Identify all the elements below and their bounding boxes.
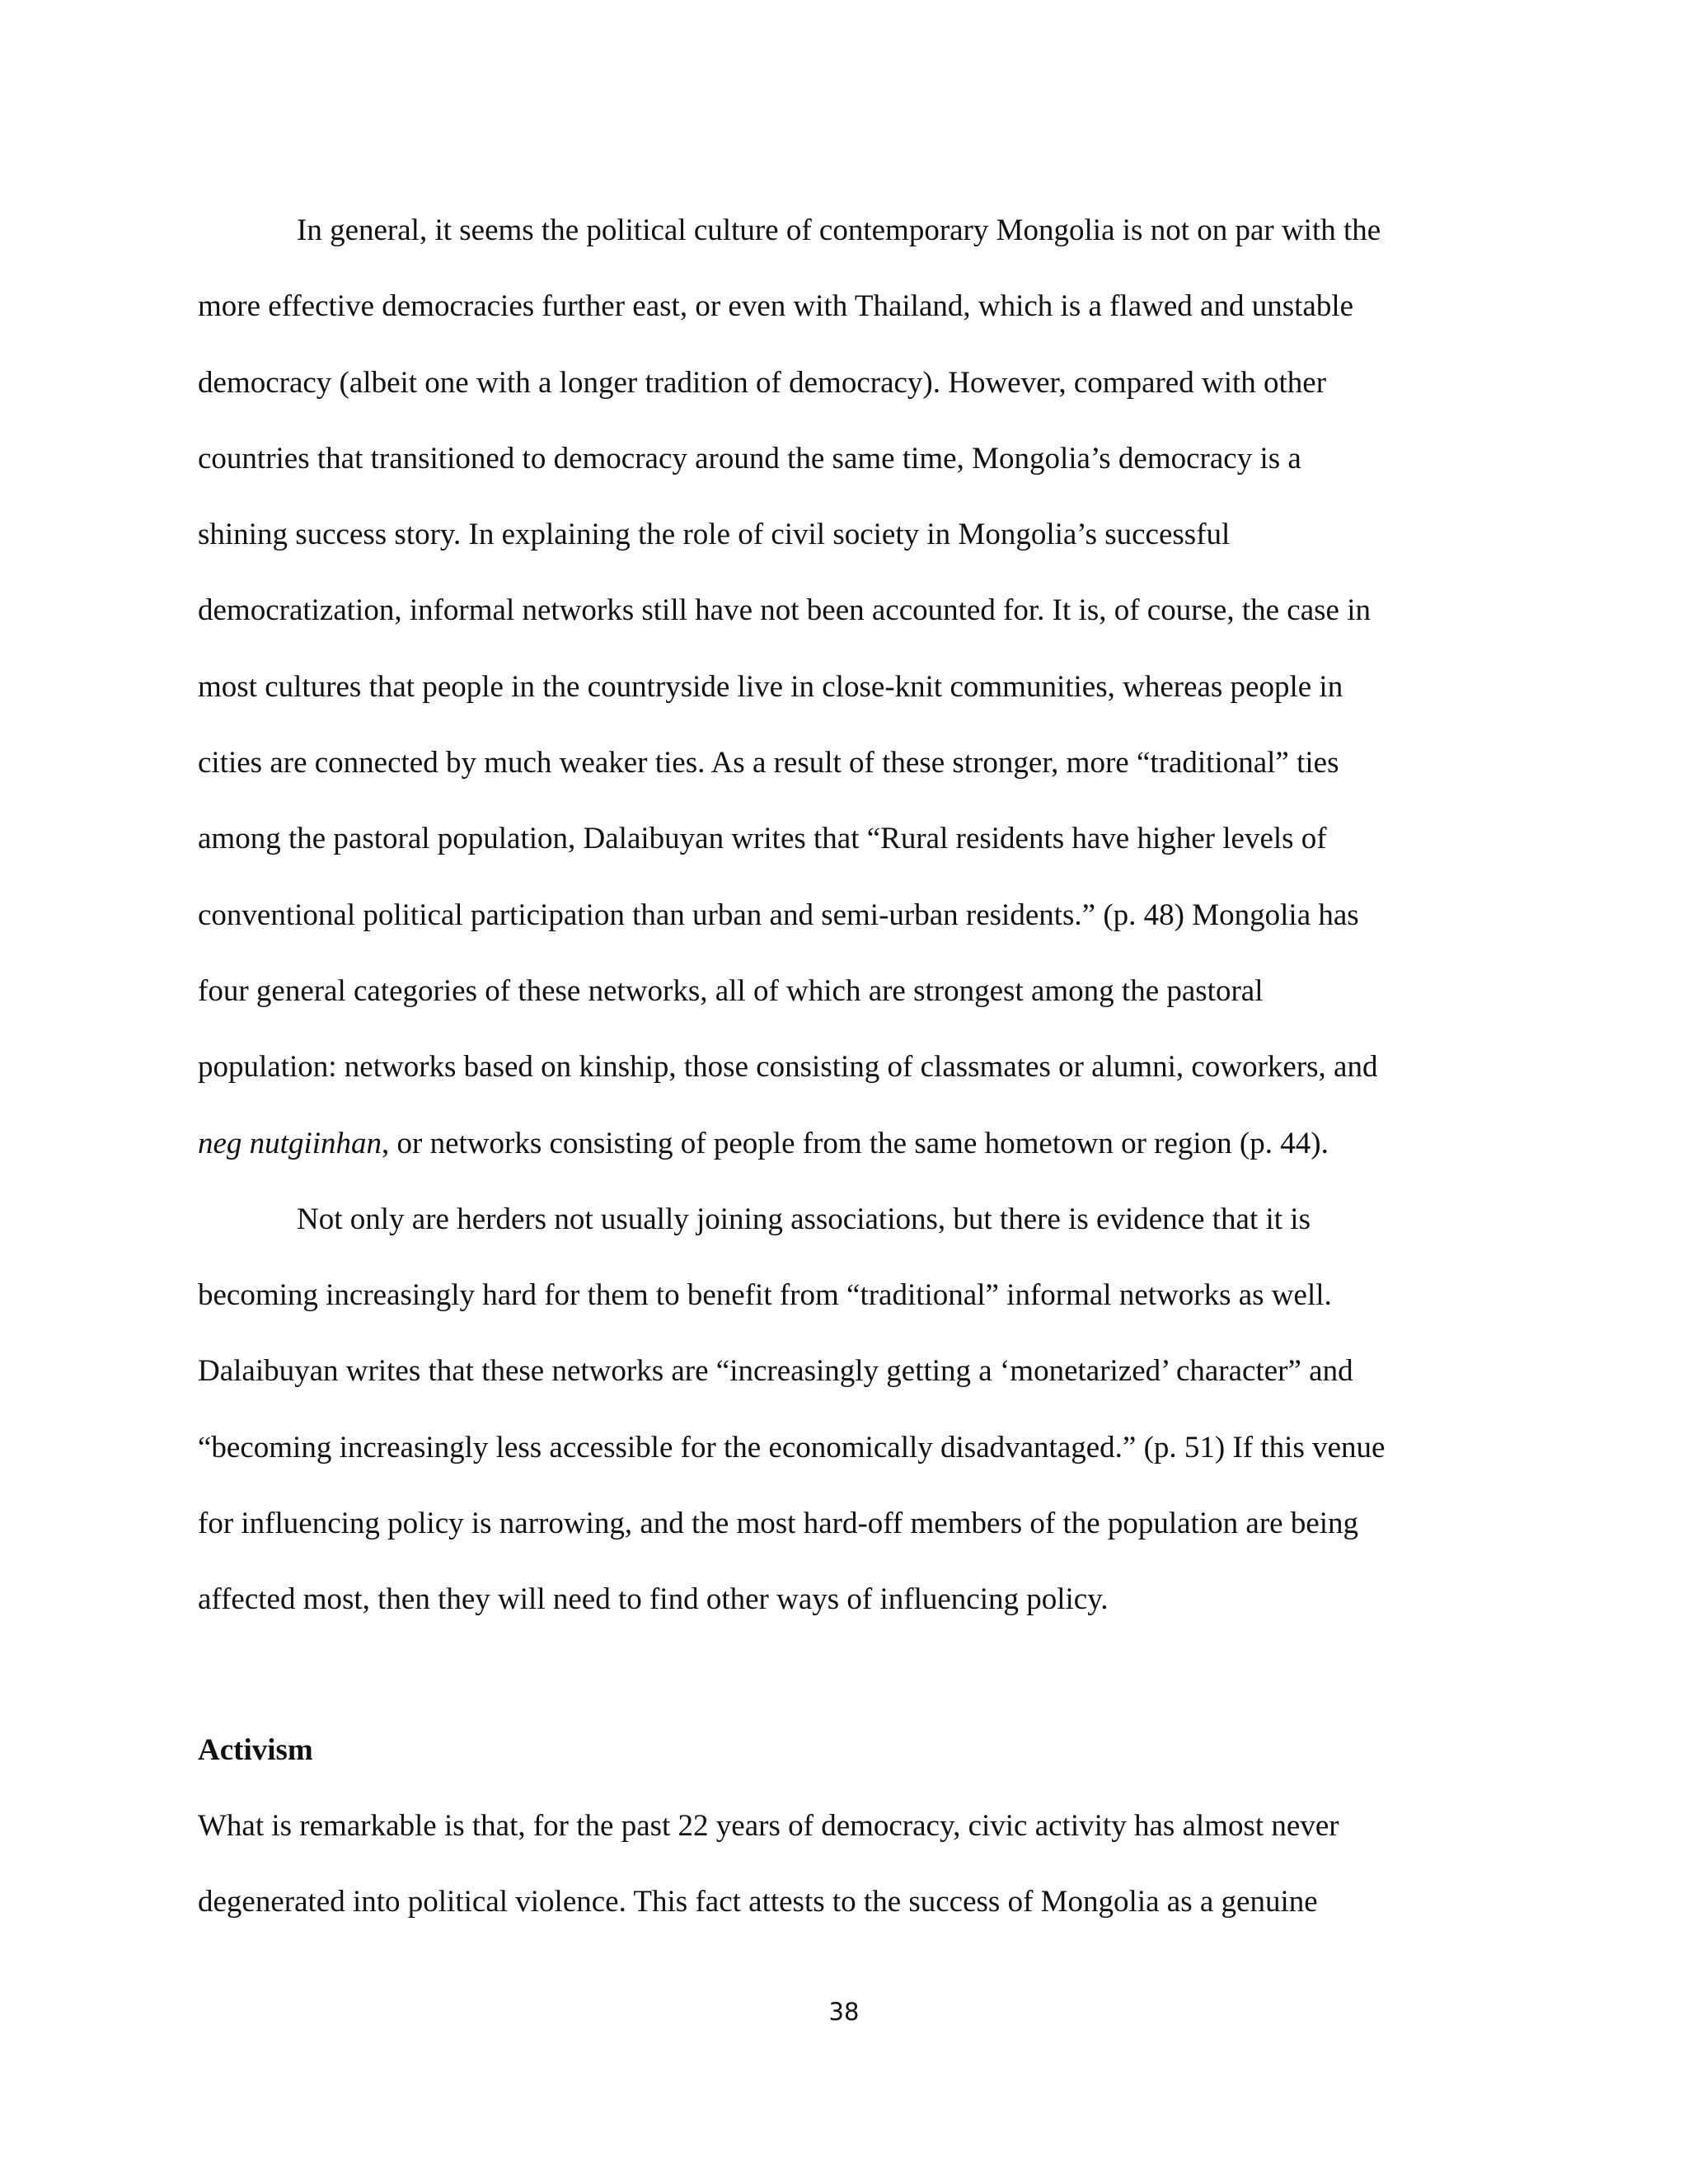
- paragraph-line: shining success story. In explaining the role of civil society in Mongolia’s successful: [198, 518, 1231, 552]
- italic-term: neg nutgiinhan: [198, 1126, 382, 1160]
- section-activism: [198, 1713, 1500, 1941]
- paragraph-2: [198, 1182, 1500, 1638]
- paragraph-line: democratization, informal networks still have not been accounted for. It is, of course, the case in: [198, 593, 1372, 628]
- paragraph-line: affected most, then they will need to find other ways of influencing policy.: [198, 1582, 1109, 1617]
- paragraph-line-last: [198, 1106, 1500, 1182]
- paragraph-line: conventional political participation than urban and semi-urban residents.” (p. 48) Mongolia has: [198, 898, 1359, 932]
- paragraph-line: population: networks based on kinship, those consisting of classmates or alumni, coworkers, and: [198, 1050, 1378, 1085]
- paragraph-line: democracy (albeit one with a longer tradition of democracy). However, compared with other: [198, 365, 1327, 400]
- paragraph-line: for influencing policy is narrowing, and the most hard-off members of the population are being: [198, 1507, 1359, 1541]
- paragraph-line: becoming increasingly hard for them to benefit from “traditional” informal networks as well.: [198, 1278, 1332, 1313]
- paragraph-line: “becoming increasingly less accessible for the economically disadvantaged.” (p. 51) If this venue: [198, 1430, 1386, 1465]
- paragraph-line: cities are connected by much weaker ties. As a result of these stronger, more “traditional” ties: [198, 746, 1339, 780]
- paragraph-line: most cultures that people in the countryside live in close-knit communities, whereas people in: [198, 669, 1343, 704]
- paragraph-line-rest: , or networks consisting of people from the same hometown or region (p. 44).: [382, 1126, 1329, 1160]
- page-number: 38: [828, 1998, 860, 2026]
- paragraph-line: Dalaibuyan writes that these networks are “increasingly getting a ‘monetarized’ character” and: [198, 1354, 1353, 1389]
- section-gap: [198, 1638, 1500, 1713]
- paragraph-line: countries that transitioned to democracy around the same time, Mongolia’s democracy is a: [198, 441, 1301, 476]
- paragraph-line: What is remarkable is that, for the past 22 years of democracy, civic activity has almost never: [198, 1808, 1339, 1843]
- paragraph-line: Not only are herders not usually joining associations, but there is evidence that it is: [297, 1202, 1311, 1236]
- paragraph-line: degenerated into political violence. This fact attests to the success of Mongolia as a genuine: [198, 1885, 1318, 1919]
- body-text: [198, 193, 1500, 1941]
- paragraph-line: among the pastoral population, Dalaibuyan writes that “Rural residents have higher levels of: [198, 822, 1327, 856]
- paragraph-line: four general categories of these networks, all of which are strongest among the pastoral: [198, 973, 1264, 1008]
- paragraph-1: [198, 193, 1500, 1182]
- paragraph-line: more effective democracies further east, or even with Thailand, which is a flawed and unstable: [198, 289, 1354, 324]
- section-heading: Activism: [198, 1732, 313, 1767]
- paragraph-line: In general, it seems the political culture of contemporary Mongolia is not on par with the: [297, 213, 1381, 247]
